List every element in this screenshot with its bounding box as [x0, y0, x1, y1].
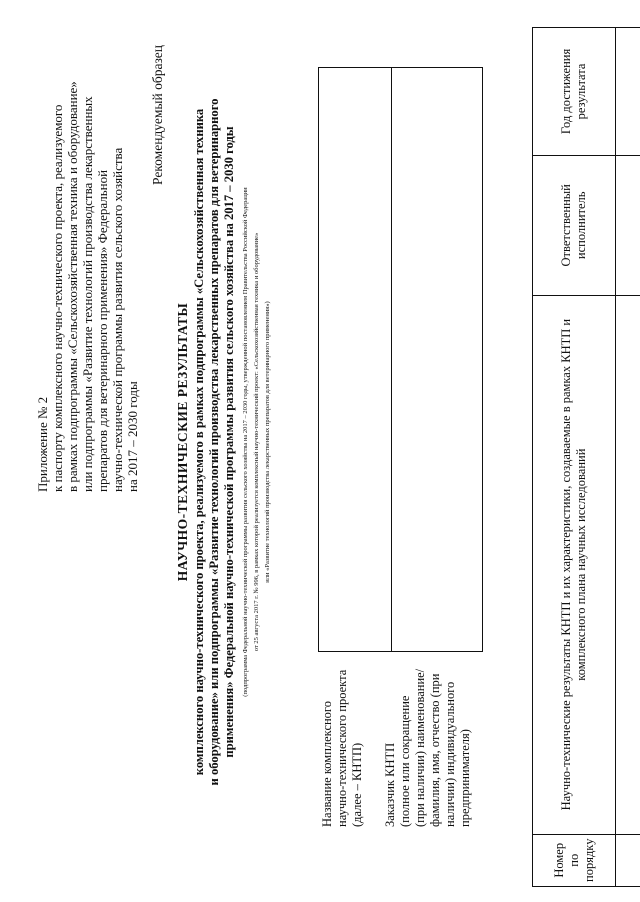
- table-row: [392, 68, 483, 652]
- label-line: (полное или сокращение: [398, 695, 412, 827]
- footnote-line: от 25 августа 2017 г. № 996, в рамках которой реализуется комплексный научно-технический проект: «Сельскохозяйственная техника и оборудование»: [253, 232, 260, 652]
- label-line: (далее – КНТП): [350, 742, 364, 827]
- label-line: (при наличии) наименование/: [413, 668, 427, 827]
- document-title-block: [175, 52, 273, 832]
- appendix-line: Приложение № 2: [35, 396, 50, 492]
- footnote-line: или «Развитие технологий производства лекарственных препаратов для ветеринарного применения»): [264, 301, 271, 583]
- project-info-table: [318, 67, 483, 652]
- column-header-number: Номер по порядку: [533, 834, 616, 886]
- title-subline: применения» Федеральной научно-технической программы развития сельского хозяйства на 2017 – 2030 годы: [222, 126, 236, 758]
- label-line: Название комплексного: [320, 700, 334, 827]
- appendix-line: или подпрограммы «Развитие технологий производства лекарственных: [80, 96, 95, 492]
- title-subline: и оборудование» или подпрограммы «Развитие технологий производства лекарственных препаратов для ветеринарного: [207, 98, 221, 786]
- table-row: [319, 68, 392, 652]
- appendix-line: препаратов для ветеринарного применения» Федеральной: [95, 169, 110, 492]
- table-cell[interactable]: [616, 834, 640, 886]
- label-line: научно-технического проекта: [335, 669, 349, 827]
- appendix-header: [35, 52, 140, 492]
- recommended-sample-label: Рекомендуемый образец: [150, 45, 165, 186]
- table-cell[interactable]: [616, 155, 640, 295]
- title-subline: комплексного научно-технического проекта, реализуемого в рамках подпрограммы «Сельскохозяйственная техника: [192, 108, 206, 776]
- column-header-executor: Ответственный исполнитель: [533, 155, 616, 295]
- table-cell[interactable]: [616, 295, 640, 834]
- footnote-line: (подпрограмма Федеральной научно-технической программы развития сельского хозяйства на 2017 – 2030 годы, утвержденной постановлением Правительства Российской Федерации: [242, 187, 249, 697]
- column-header-year: Год достижения результата: [533, 28, 616, 156]
- project-name-field[interactable]: [319, 68, 392, 652]
- document-title: НАУЧНО-ТЕХНИЧЕСКИЕ РЕЗУЛЬТАТЫ: [175, 302, 190, 582]
- table-header-row: [533, 28, 616, 887]
- customer-label: [383, 667, 473, 827]
- column-header-results: Научно-технические результаты КНТП и их характеристики, создаваемые в рамках КНТП и комплексного плана научных исследований: [533, 295, 616, 834]
- field-labels: [320, 667, 473, 827]
- label-line: предпринимателя): [458, 729, 472, 827]
- label-line: фамилия, имя, отчество (при: [428, 673, 442, 827]
- appendix-line: к паспорту комплексного научно-технического проекта, реализуемого: [50, 104, 65, 492]
- label-line: наличии) индивидуального: [443, 681, 457, 827]
- project-name-label: [320, 667, 365, 827]
- label-line: Заказчик КНТП: [383, 742, 397, 827]
- table-cell[interactable]: [616, 28, 640, 156]
- title-footnote: [240, 52, 273, 832]
- customer-field[interactable]: [392, 68, 483, 652]
- results-table: [532, 27, 640, 887]
- appendix-line: научно-технической программы развития сельского хозяйства: [110, 147, 125, 492]
- appendix-line: в рамках подпрограммы «Сельскохозяйственная техника и оборудование»: [65, 81, 80, 492]
- appendix-line: на 2017 – 2030 годы: [125, 381, 140, 492]
- table-row: [616, 28, 640, 887]
